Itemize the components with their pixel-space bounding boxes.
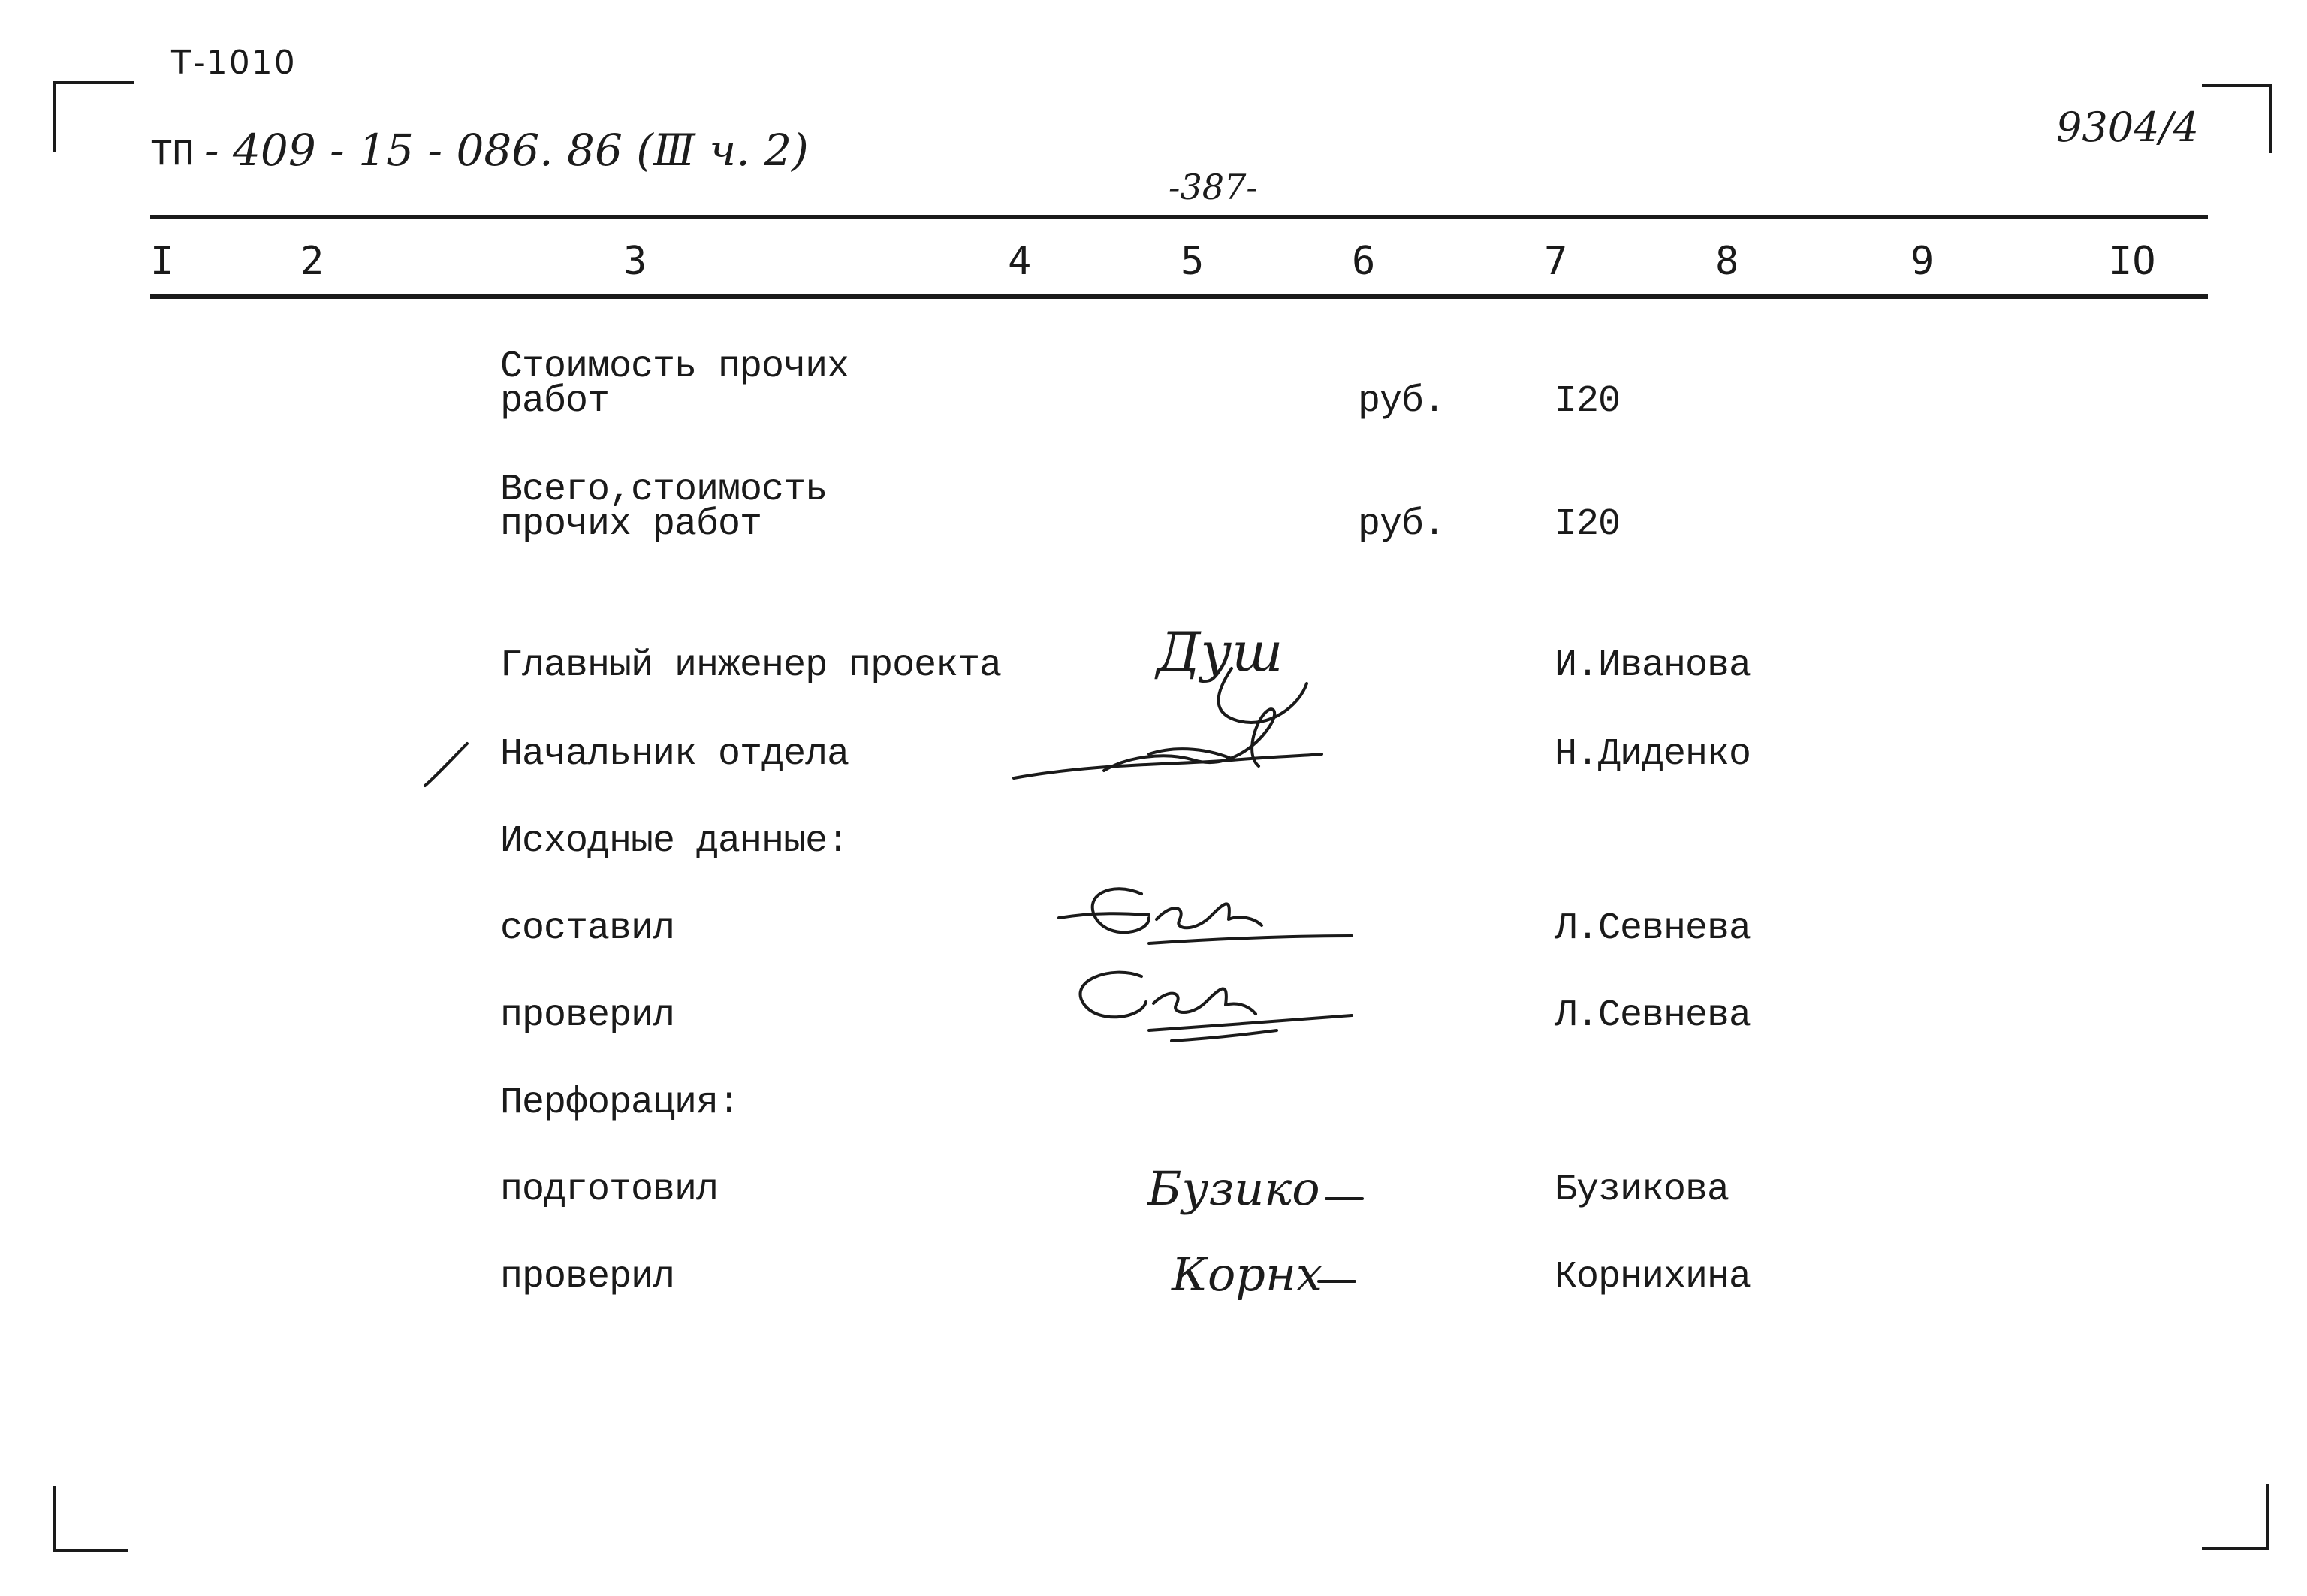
signatory-name: Корнихина: [1555, 1256, 1751, 1299]
corner-mark-bottom-right: [2202, 1484, 2269, 1550]
handwritten-signature: [1006, 697, 1329, 795]
sheet-code: Т-1010: [171, 44, 297, 82]
column-number-1: I: [150, 239, 174, 284]
signatory-role: Главный инженер проекта: [500, 644, 1002, 687]
doc-prefix: ТП: [150, 134, 195, 176]
signatory-role: Начальник отдела: [500, 733, 849, 776]
table-header-bottom-rule: [150, 294, 2208, 299]
table-top-rule: [150, 215, 2208, 219]
check-tick-mark: [421, 739, 473, 792]
column-number-5: 5: [1181, 239, 1205, 284]
cost-row-value: I20: [1555, 503, 1621, 546]
cost-row-label-line2: работ: [500, 380, 610, 423]
cost-row-unit: руб.: [1358, 380, 1446, 423]
handwritten-signature: [1051, 873, 1367, 963]
signatory-role: проверил: [500, 994, 675, 1037]
signatory-name: Н.Диденко: [1555, 733, 1751, 776]
signatory-name: Л.Севнева: [1555, 907, 1751, 950]
column-number-2: 2: [300, 239, 324, 284]
corner-mark-top-right: [2202, 84, 2272, 153]
corner-mark-top-left: [53, 81, 134, 152]
column-number-4: 4: [1008, 239, 1032, 284]
signature-dash: [1323, 1191, 1368, 1206]
column-number-9: 9: [1910, 239, 1935, 284]
doc-number-handwritten: - 409 - 15 - 086. 86 (Ⅲ ч. 2): [204, 125, 809, 176]
signatory-name: Бузикова: [1555, 1169, 1729, 1211]
cost-row-label-line1: Всего,стоимость: [500, 469, 828, 511]
column-number-8: 8: [1715, 239, 1739, 284]
handwritten-signature: Корнх: [1172, 1247, 1322, 1302]
column-number-3: 3: [623, 239, 647, 284]
cost-row-label-line1: Стоимость прочих: [500, 345, 849, 388]
perforation-heading: Перфорация:: [500, 1082, 740, 1124]
column-number-10: IO: [2109, 239, 2156, 284]
signature-dash: [1316, 1274, 1361, 1289]
page-number: -387-: [1169, 167, 1258, 207]
cost-row-unit: руб.: [1358, 503, 1446, 546]
signatory-name: Л.Севнева: [1555, 994, 1751, 1037]
column-number-6: 6: [1352, 239, 1376, 284]
handwritten-signature: Душ: [1157, 620, 1283, 683]
signatory-name: И.Иванова: [1555, 644, 1751, 687]
handwritten-signature: [1051, 958, 1367, 1048]
corner-mark-bottom-left: [53, 1486, 128, 1552]
source-data-heading: Исходные данные:: [500, 820, 849, 863]
cost-row-value: I20: [1555, 380, 1621, 423]
archive-number: 9304/4: [2056, 104, 2199, 151]
column-number-7: 7: [1544, 239, 1568, 284]
handwritten-signature: Бузико: [1147, 1161, 1320, 1216]
signatory-role: подготовил: [500, 1169, 719, 1211]
signatory-role: проверил: [500, 1256, 675, 1299]
cost-row-label-line2: прочих работ: [500, 503, 762, 546]
signatory-role: составил: [500, 907, 675, 950]
